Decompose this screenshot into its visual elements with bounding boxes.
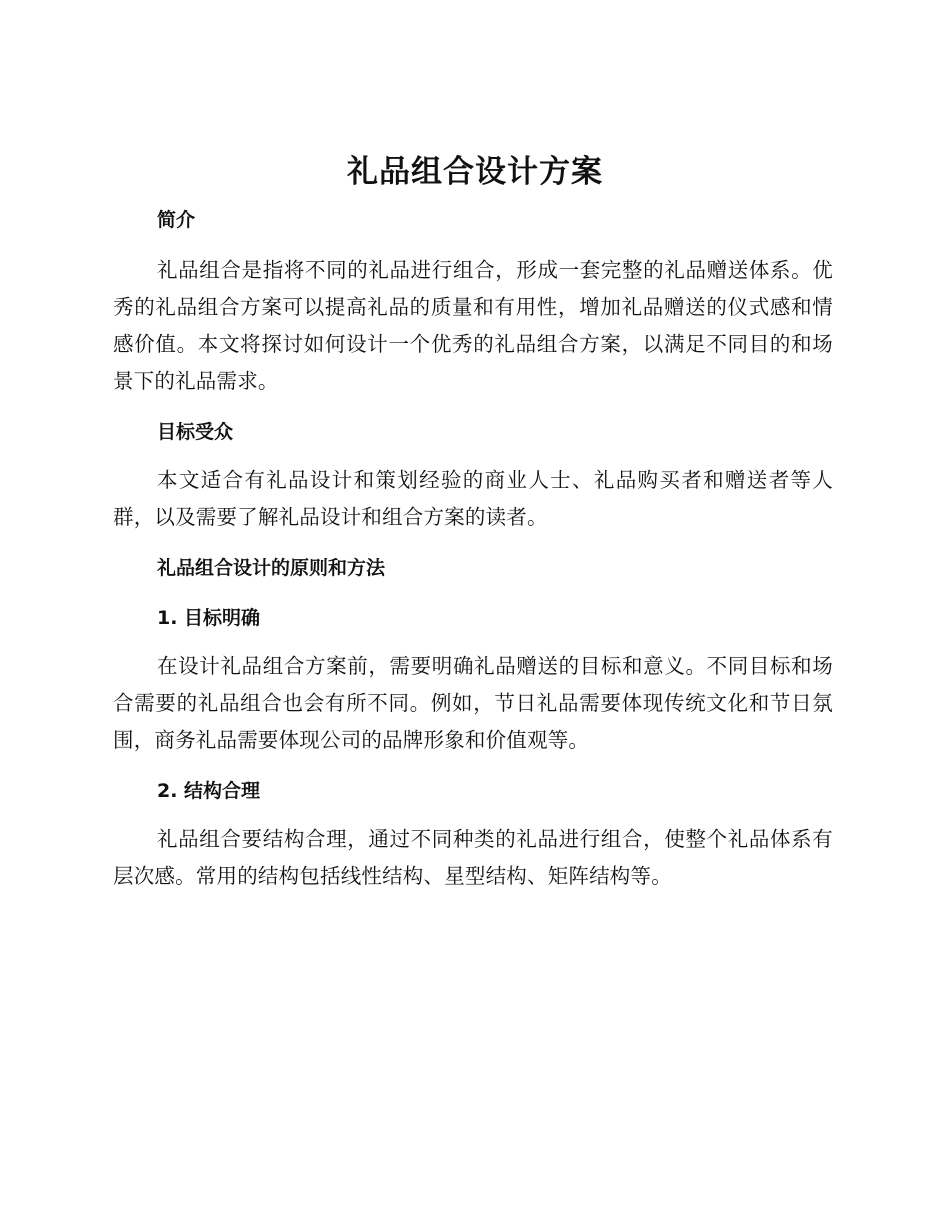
paragraph-point2: 礼品组合要结构合理，通过不同种类的礼品进行组合，使整个礼品体系有层次感。常用的结构包括线性结构、星型结构、矩阵结构等。 <box>113 827 833 888</box>
spacer <box>113 638 833 648</box>
paragraph-audience: 本文适合有礼品设计和策划经验的商业人士、礼品购买者和赠送者等人群，以及需要了解礼品设计和组合方案的读者。 <box>113 468 833 529</box>
section-heading-point1: 1. 目标明确 <box>157 607 261 629</box>
paragraph-point1: 在设计礼品组合方案前，需要明确礼品赠送的目标和意义。不同目标和场合需要的礼品组合也会有所不同。例如，节日礼品需要体现传统文化和节日氛围，商务礼品需要体现公司的品牌形象和价值观等。 <box>113 654 833 752</box>
spacer <box>113 811 833 821</box>
paragraph-intro: 礼品组合是指将不同的礼品进行组合，形成一套完整的礼品赠送体系。优秀的礼品组合方案可以提高礼品的质量和有用性，增加礼品赠送的仪式感和情感价值。本文将探讨如何设计一个优秀的礼品组合方案，以满足不同目的和场景下的礼品需求。 <box>113 258 833 393</box>
section-heading-point2: 2. 结构合理 <box>157 780 261 802</box>
spacer <box>113 452 833 462</box>
document-title: 礼品组合设计方案 <box>347 154 603 190</box>
spacer <box>113 240 833 252</box>
section-heading-principles: 礼品组合设计的原则和方法 <box>157 557 386 579</box>
spacer <box>113 759 833 771</box>
spacer <box>113 400 833 412</box>
spacer <box>113 536 833 548</box>
spacer <box>113 588 833 598</box>
section-heading-audience: 目标受众 <box>157 421 234 443</box>
document-body <box>113 200 833 895</box>
section-heading-intro: 简介 <box>157 209 196 231</box>
